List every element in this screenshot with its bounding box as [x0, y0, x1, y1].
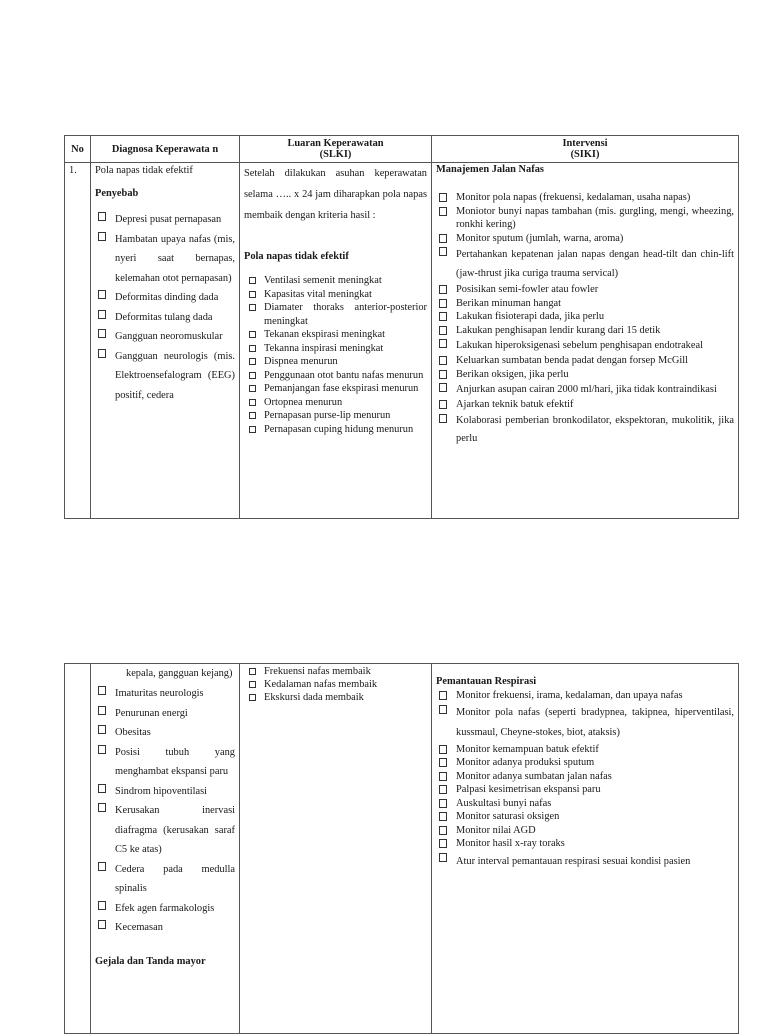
list-item — [436, 398, 734, 412]
list-item — [436, 412, 734, 448]
checkbox-bullet-icon — [439, 299, 447, 308]
checkbox-bullet-icon — [98, 901, 106, 910]
list-item — [95, 782, 235, 802]
list-item-text: Monitor adanya sumbatan jalan nafas — [456, 770, 612, 782]
list-item-text: Lakukan fisioterapi dada, jika perlu — [456, 311, 605, 322]
list-item — [95, 899, 235, 919]
list-item-text: Tekanan ekspirasi meningkat — [264, 329, 386, 340]
intervensi-heading: Manajemen Jalan Nafas — [436, 164, 544, 175]
list-item-text: Monitor hasil x-ray toraks — [456, 838, 565, 849]
luaran-heading: Pola napas tidak efektif — [244, 251, 349, 262]
checkbox-bullet-icon — [249, 426, 256, 433]
list-item-text: Kolaborasi pemberian bronkodilator, ekspektoran, mukolitik, jika perlu — [456, 414, 734, 444]
luaran-list — [244, 274, 427, 436]
checkbox-bullet-icon — [98, 920, 106, 929]
list-item — [436, 703, 734, 743]
list-item-text: Anjurkan asupan cairan 2000 ml/hari, jika tidak kontraindikasi — [456, 384, 717, 395]
checkbox-bullet-icon — [439, 234, 447, 243]
list-item-text: Lakukan penghisapan lendir kurang dari 15 detik — [456, 324, 661, 336]
checkbox-bullet-icon — [98, 745, 106, 754]
checkbox-bullet-icon — [98, 329, 106, 338]
checkbox-bullet-icon — [439, 312, 447, 321]
checkbox-bullet-icon — [439, 247, 447, 256]
nursing-care-table-part2 — [64, 663, 739, 1034]
checkbox-bullet-icon — [98, 784, 106, 793]
diagnosa-cell — [91, 163, 240, 519]
diagnosa-cont-text: kepala, gangguan kejang) — [126, 668, 233, 679]
list-item-text: Kerusakan inervasi diafragma (kerusakan saraf C5 ke atas) — [115, 805, 235, 855]
checkbox-bullet-icon — [439, 826, 447, 835]
list-item — [436, 310, 734, 324]
checkbox-bullet-icon — [439, 745, 447, 754]
list-item-text: Monitor kemampuan batuk efektif — [456, 743, 599, 755]
list-item-text: Pernapasan cuping hidung menurun — [264, 423, 414, 435]
list-item-text: Obesitas — [115, 727, 151, 738]
intervensi-cell — [432, 163, 739, 519]
list-item — [95, 347, 235, 406]
list-item-text: Efek agen farmakologis — [115, 902, 215, 914]
checkbox-bullet-icon — [439, 383, 447, 392]
list-item — [436, 205, 734, 232]
penyebab-list — [95, 210, 235, 405]
checkbox-bullet-icon — [439, 691, 447, 700]
table-header-row — [65, 136, 739, 163]
checkbox-bullet-icon — [249, 372, 256, 379]
checkbox-bullet-icon — [439, 356, 447, 365]
list-item — [436, 797, 734, 811]
list-item-text: Monitor pola nafas (seperti bradypnea, takipnea, hiperventilasi, kussmaul, Cheyne-stokes, biot, ataksis) — [456, 706, 734, 738]
luaran-cell — [240, 163, 432, 519]
list-item-text: Tekanna inspirasi meningkat — [264, 342, 384, 354]
checkbox-bullet-icon — [439, 400, 447, 409]
list-item-text: Keluarkan sumbatan benda padat dengan forsep McGill — [456, 355, 688, 366]
checkbox-bullet-icon — [98, 290, 106, 299]
checkbox-bullet-icon — [249, 277, 256, 284]
checkbox-bullet-icon — [249, 358, 256, 365]
checkbox-bullet-icon — [98, 862, 106, 871]
checkbox-bullet-icon — [98, 725, 106, 734]
checkbox-bullet-icon — [439, 705, 447, 714]
checkbox-bullet-icon — [98, 349, 106, 358]
list-item — [436, 837, 734, 851]
list-item — [436, 770, 734, 784]
list-item — [95, 743, 235, 782]
gejala-label: Gejala dan Tanda mayor — [95, 955, 206, 967]
list-item-text: Monitor saturasi oksigen — [456, 811, 560, 822]
intervensi-cell-2 — [432, 664, 739, 1034]
list-item-text: Monitor nilai AGD — [456, 824, 536, 836]
header-diagnosa: Diagnosa Keperawata n — [91, 136, 240, 163]
luaran-list-cont — [244, 665, 427, 704]
list-item — [436, 851, 734, 872]
list-item — [244, 288, 427, 302]
list-item — [244, 355, 427, 369]
checkbox-bullet-icon — [249, 681, 256, 688]
intervensi-list — [436, 191, 734, 448]
list-item-text: Pernapasan purse-lip menurun — [264, 410, 391, 421]
list-item-text: Ortopnea menurun — [264, 396, 343, 408]
list-item — [436, 368, 734, 382]
list-item — [244, 665, 427, 678]
header-intervensi — [432, 136, 739, 163]
list-item — [95, 308, 235, 328]
checkbox-bullet-icon — [439, 370, 447, 379]
diagnosa-title: Pola napas tidak efektif — [95, 165, 193, 176]
checkbox-bullet-icon — [98, 803, 106, 812]
checkbox-bullet-icon — [98, 310, 106, 319]
list-item-text: Hambatan upaya nafas (mis, nyeri saat bernapas, kelemahan otot pernapasan) — [115, 233, 235, 284]
list-item-text: Sindrom hipoventilasi — [115, 785, 208, 797]
checkbox-bullet-icon — [439, 812, 447, 821]
list-item — [436, 381, 734, 398]
list-item-text: Deformitas tulang dada — [115, 311, 213, 323]
list-item-text: Depresi pusat pernapasan — [115, 214, 222, 225]
list-item-text: Monitor frekuensi, irama, kedalaman, dan upaya nafas — [456, 690, 683, 701]
list-item — [244, 342, 427, 356]
list-item — [95, 801, 235, 860]
list-item — [436, 245, 734, 283]
list-item — [436, 783, 734, 797]
list-item-text: Posisi tubuh yang menghambat ekspansi paru — [115, 746, 235, 777]
list-item-text: Frekuensi nafas membaik — [264, 666, 371, 677]
checkbox-bullet-icon — [249, 304, 256, 311]
list-item-text: Imaturitas neurologis — [115, 688, 204, 699]
list-item-text: Monitor pola napas (frekuensi, kedalaman, usaha napas) — [456, 192, 691, 203]
list-item-text: Berikan minuman hangat — [456, 297, 562, 309]
list-item-text: Atur interval pemantauan respirasi sesuai kondisi pasien — [456, 855, 691, 867]
checkbox-bullet-icon — [439, 758, 447, 767]
checkbox-bullet-icon — [439, 853, 447, 862]
list-item-text: Penggunaan otot bantu nafas menurun — [264, 369, 424, 381]
list-item — [436, 232, 734, 246]
checkbox-bullet-icon — [249, 345, 256, 352]
header-luaran-sub: (SLKI) — [319, 149, 352, 160]
list-item-text: Auskultasi bunyi nafas — [456, 797, 552, 809]
nursing-care-table-part1 — [64, 135, 739, 519]
checkbox-bullet-icon — [249, 385, 256, 392]
checkbox-bullet-icon — [439, 772, 447, 781]
list-item — [95, 288, 235, 308]
list-item-text: Palpasi kesimetrisan ekspansi paru — [456, 784, 601, 795]
checkbox-bullet-icon — [249, 399, 256, 406]
list-item-text: Dispnea menurun — [264, 356, 338, 367]
list-item-text: Kapasitas vital meningkat — [264, 288, 372, 300]
list-item — [436, 354, 734, 368]
pemantauan-list — [436, 689, 734, 872]
luaran-cell-cont — [240, 664, 432, 1034]
header-no: No — [65, 136, 91, 163]
list-item — [244, 382, 427, 396]
list-item — [244, 301, 427, 328]
list-item-text: Posisikan semi-fowler atau fowler — [456, 284, 599, 295]
luaran-intro: Setelah dilakukan asuhan keperawatan selama ….. x 24 jam diharapkan pola napas membaik dengan kriteria hasil : — [244, 168, 427, 221]
list-item-text: Penurunan energi — [115, 707, 188, 719]
checkbox-bullet-icon — [439, 326, 447, 335]
list-item-text: Ekskursi dada membaik — [264, 692, 364, 703]
list-item — [244, 691, 427, 704]
list-item — [436, 824, 734, 838]
checkbox-bullet-icon — [439, 799, 447, 808]
checkbox-bullet-icon — [249, 668, 256, 675]
list-item — [244, 678, 427, 691]
checkbox-bullet-icon — [98, 706, 106, 715]
list-item-text: Diamater thoraks anterior-posterior meningkat — [264, 302, 427, 327]
list-item — [244, 328, 427, 342]
list-item-text: Gangguan neoromuskular — [115, 331, 223, 342]
list-item — [95, 860, 235, 899]
list-item — [436, 337, 734, 354]
header-intervensi-title: Intervensi — [562, 138, 608, 149]
penyebab-label: Penyebab — [95, 188, 139, 199]
row-number: 1. — [65, 163, 91, 519]
checkbox-bullet-icon — [439, 839, 447, 848]
list-item — [436, 689, 734, 703]
list-item — [244, 369, 427, 383]
list-item — [436, 297, 734, 311]
row-number-empty — [65, 664, 91, 1034]
list-item-text: Monitor adanya produksi sputum — [456, 757, 595, 768]
checkbox-bullet-icon — [249, 694, 256, 701]
list-item — [95, 723, 235, 743]
list-item-text: Cedera pada medulla spinalis — [115, 863, 235, 894]
list-item-text: Berikan oksigen, jika perlu — [456, 368, 569, 380]
list-item — [244, 396, 427, 410]
checkbox-bullet-icon — [439, 193, 447, 202]
list-item-text: Deformitas dinding dada — [115, 292, 219, 303]
checkbox-bullet-icon — [249, 291, 256, 298]
list-item — [244, 409, 427, 423]
list-item — [95, 230, 235, 289]
list-item — [95, 684, 235, 704]
checkbox-bullet-icon — [439, 207, 447, 216]
diagnosa-cell-cont — [91, 664, 240, 1034]
list-item — [436, 810, 734, 824]
list-item-text: Kedalaman nafas membaik — [264, 679, 378, 690]
table-row — [65, 163, 739, 519]
checkbox-bullet-icon — [439, 285, 447, 294]
penyebab-list-cont — [95, 684, 235, 938]
list-item — [436, 756, 734, 770]
list-item-text: Lakukan hiperoksigenasi sebelum penghisapan endotrakeal — [456, 340, 703, 351]
checkbox-bullet-icon — [439, 339, 447, 348]
header-luaran-title: Luaran Keperawatan — [287, 138, 384, 149]
list-item-text: Monitor sputum (jumlah, warna, aroma) — [456, 232, 624, 244]
header-intervensi-sub: (SIKI) — [570, 149, 600, 160]
list-item — [436, 191, 734, 205]
header-luaran — [240, 136, 432, 163]
list-item-text: Pertahankan kepatenan jalan napas dengan head-tilt dan chin-lift (jaw-thrust jika curiga trauma servical) — [456, 249, 734, 279]
checkbox-bullet-icon — [439, 785, 447, 794]
checkbox-bullet-icon — [249, 331, 256, 338]
list-item-text: Ventilasi semenit meningkat — [264, 275, 382, 286]
list-item — [436, 283, 734, 297]
list-item — [95, 327, 235, 347]
checkbox-bullet-icon — [98, 232, 106, 241]
checkbox-bullet-icon — [249, 412, 256, 419]
pemantauan-heading: Pemantauan Respirasi — [436, 676, 537, 687]
list-item-text: Moniotor bunyi napas tambahan (mis. gurgling, mengi, wheezing, ronkhi kering) — [456, 205, 734, 230]
list-item-text: Pemanjangan fase ekspirasi menurun — [264, 383, 419, 394]
list-item — [436, 743, 734, 757]
list-item — [95, 210, 235, 230]
list-item — [436, 324, 734, 338]
list-item-text: Ajarkan teknik batuk efektif — [456, 399, 574, 410]
list-item-text: Gangguan neurologis (mis. Elektroensefalogram (EEG) positif, cedera — [115, 350, 235, 401]
list-item — [95, 918, 235, 938]
list-item-text: Kecemasan — [115, 922, 163, 933]
table-row — [65, 664, 739, 1034]
list-item — [95, 704, 235, 724]
list-item — [244, 274, 427, 288]
checkbox-bullet-icon — [98, 212, 106, 221]
checkbox-bullet-icon — [439, 414, 447, 423]
list-item — [244, 423, 427, 437]
checkbox-bullet-icon — [98, 686, 106, 695]
